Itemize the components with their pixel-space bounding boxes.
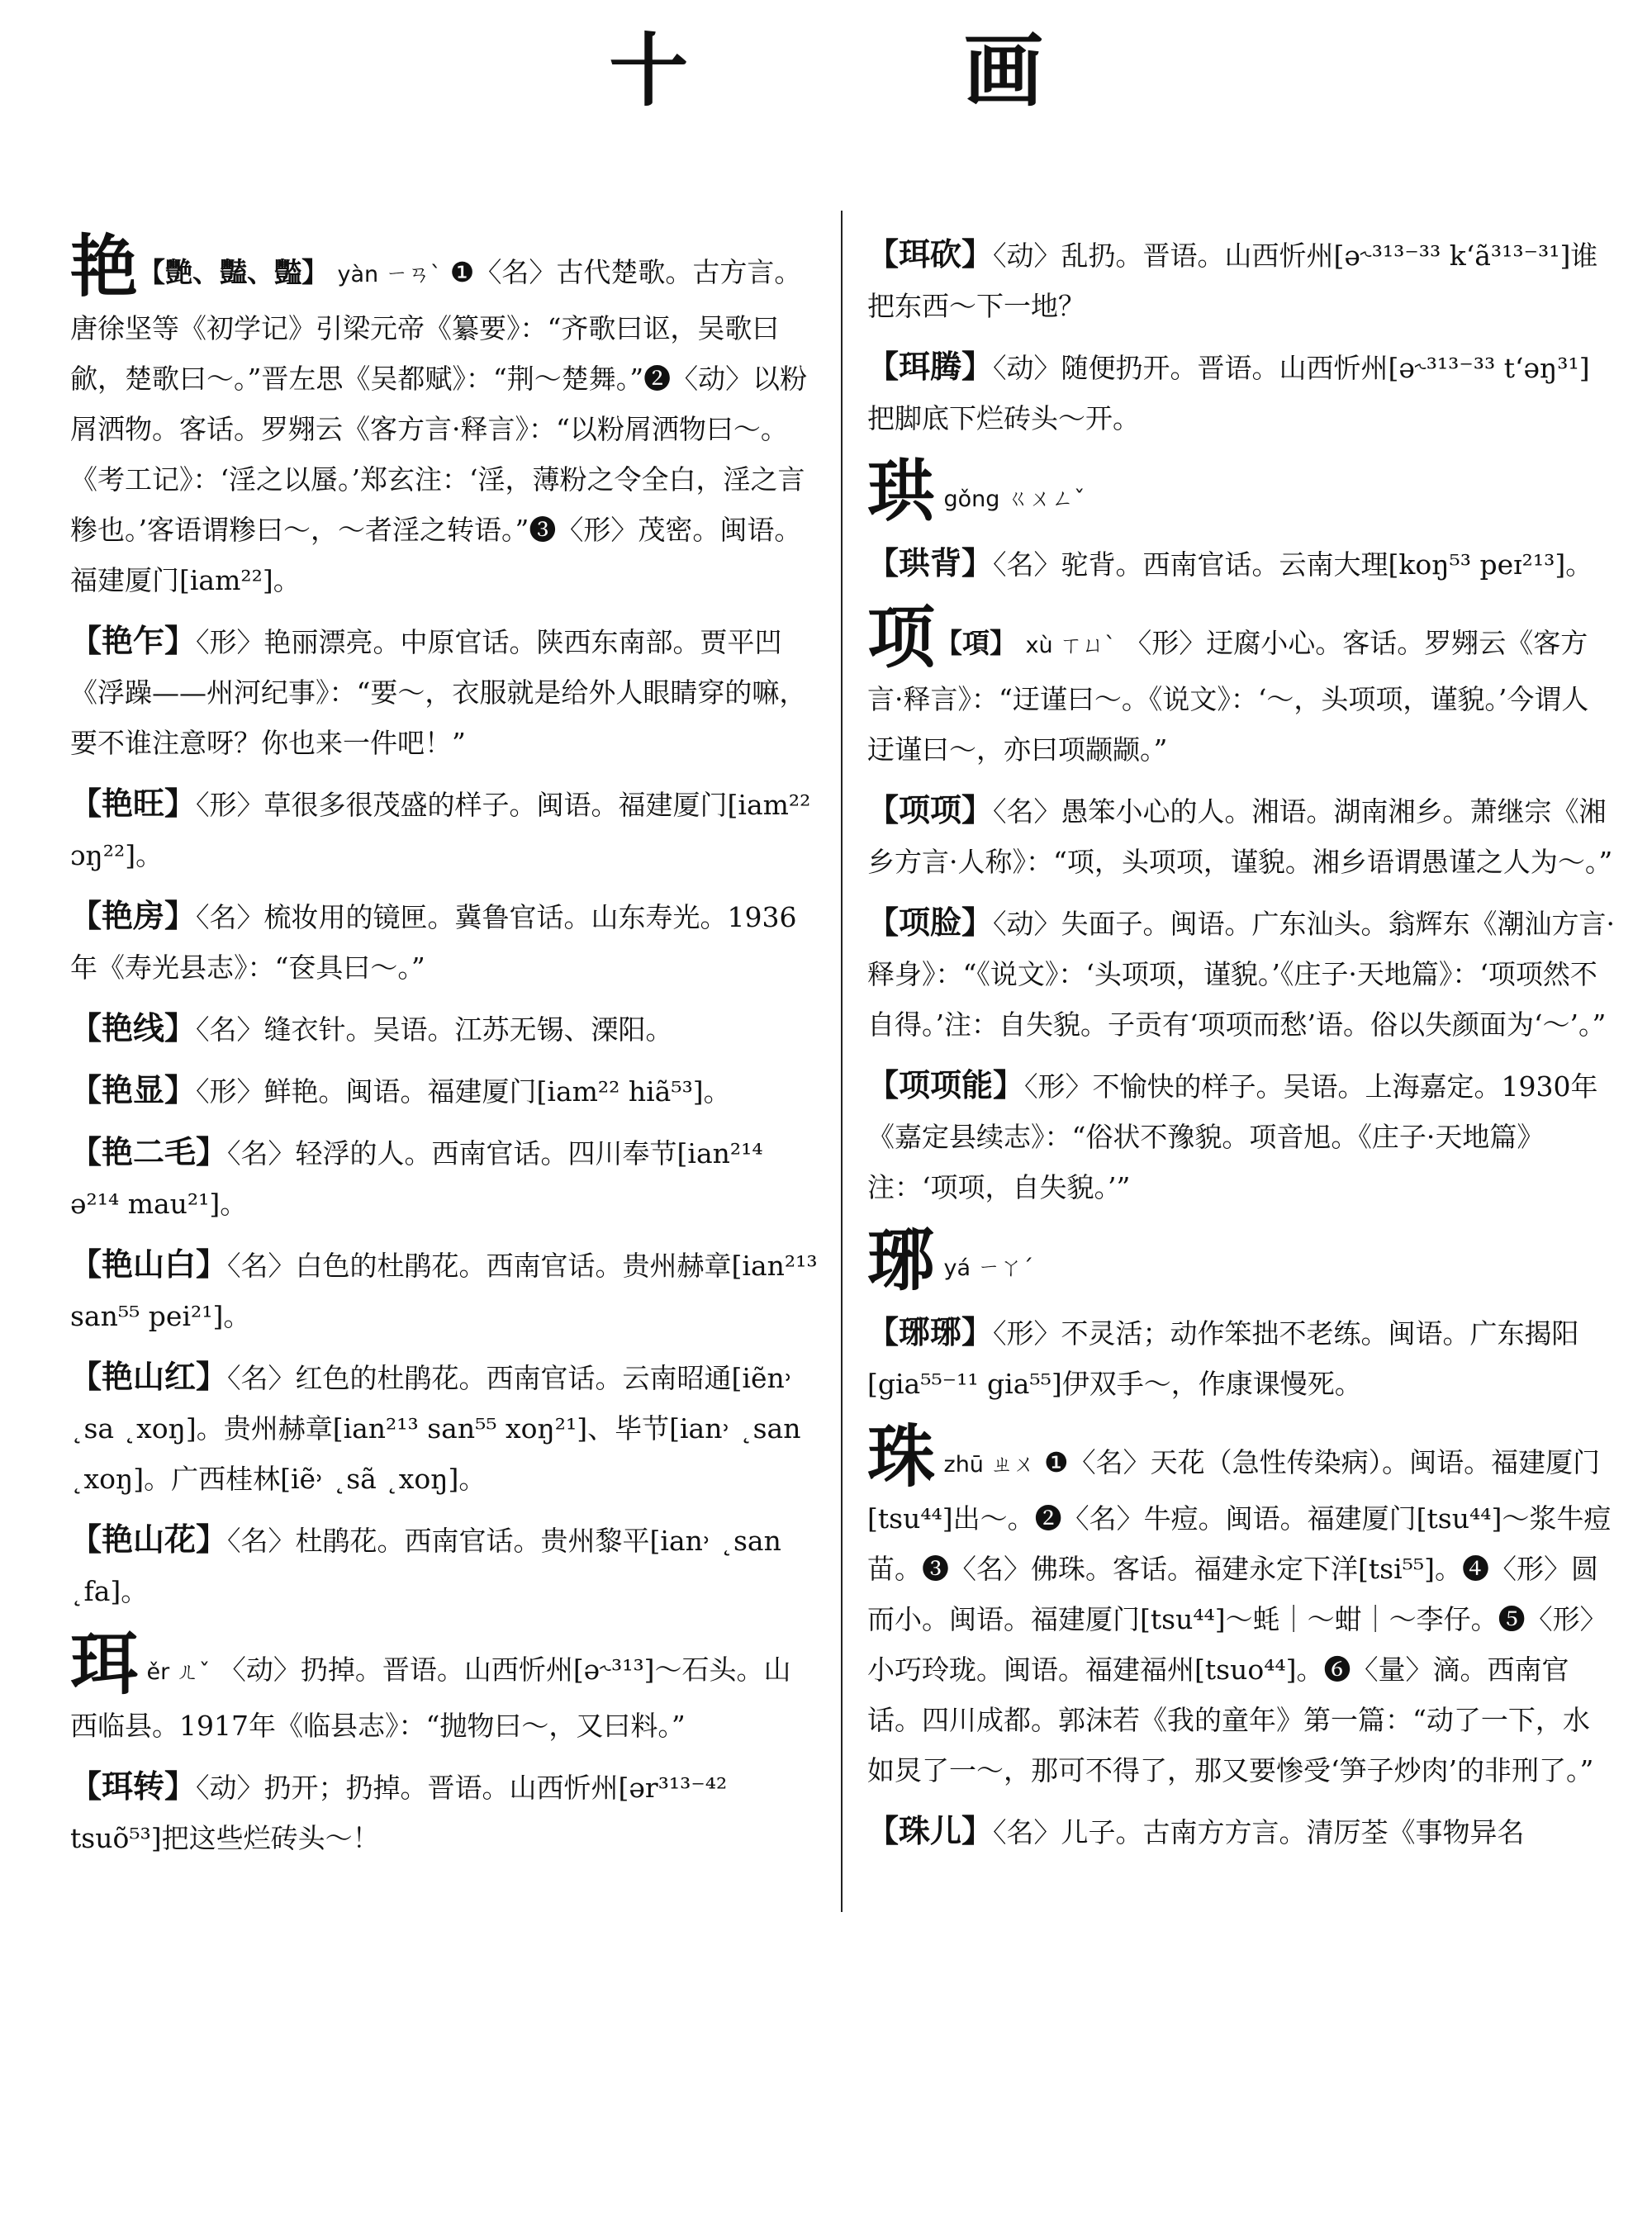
- dictionary-entry: [867, 1060, 1615, 1212]
- left-column: [70, 219, 818, 1863]
- entry-definition: 〈动〉乱扔。晋语。山西忻州[ə˞³¹³⁻³³ k‘ã³¹³⁻³¹]谁把东西～下一地？: [867, 240, 1598, 322]
- headword-entry: [70, 1625, 818, 1751]
- entry-definition: 〈名〉儿子。古南方方言。清厉荃《事物异名: [993, 1816, 1525, 1848]
- entry-definition: 〈形〉草很多很茂盛的样子。闽语。福建厦门[iam²² ɔŋ²²]。: [70, 789, 811, 871]
- dictionary-entry: [867, 785, 1615, 887]
- dictionary-entry: [867, 897, 1615, 1050]
- entry-definition: 〈动〉扔开；扔掉。晋语。山西忻州[ər³¹³⁻⁴² tsuõ⁵³]把这些烂砖头～！: [70, 1772, 728, 1854]
- entry-definition: 〈动〉随便扔开。晋语。山西忻州[ə˞³¹³⁻³³ t‘əŋ³¹]把脚底下烂砖头～开。: [867, 352, 1590, 434]
- headword-entry: [867, 1221, 1615, 1300]
- entry-definition: 〈名〉白色的杜鹃花。西南官话。贵州赫章[ian²¹³ san⁵⁵ pei²¹]。: [70, 1250, 818, 1332]
- headword-char: 珠: [867, 1417, 936, 1497]
- entry-term: 【珥转】: [70, 1767, 197, 1805]
- headword-entry: [867, 598, 1615, 775]
- dictionary-entry: [867, 1307, 1615, 1409]
- dictionary-entry: [867, 229, 1615, 331]
- dictionary-entry: [70, 1351, 818, 1504]
- entry-definition: 〈名〉缝衣针。吴语。江苏无锡、溧阳。: [196, 1013, 673, 1046]
- right-column: [867, 219, 1615, 1858]
- headword-pinyin: yàn ㄧㄢˋ: [337, 262, 442, 287]
- entry-definition: 〈名〉红色的杜鹃花。西南官话。云南昭通[iẽn˒ ˛sa ˛xoŋ]。贵州赫章[ian²¹³ san⁵⁵ xoŋ²¹]、毕节[ian˒ ˛san ˛xoŋ]。广西桂林[iẽ˒ ˛sã ˛xoŋ]。: [70, 1362, 801, 1495]
- dictionary-entry: [867, 538, 1615, 590]
- entry-term: 【珠儿】: [867, 1812, 994, 1849]
- headword-char: 项: [867, 598, 936, 677]
- entry-term: 【艳房】: [70, 897, 197, 934]
- column-divider: [841, 211, 843, 1912]
- entry-term: 【艳乍】: [70, 622, 197, 659]
- entry-term: 【项脸】: [867, 904, 994, 941]
- headword-pinyin: ěr ㄦˇ: [146, 1659, 211, 1685]
- dictionary-entry: [70, 1514, 818, 1616]
- dictionary-entry: [70, 1239, 818, 1341]
- headword-pinyin: xù ㄒㄩˋ: [1025, 633, 1116, 658]
- dictionary-entry: [70, 1761, 818, 1863]
- headword-entry: [70, 227, 818, 605]
- entry-term: 【项项】: [867, 791, 994, 828]
- entry-definition: 〈名〉愚笨小心的人。湘语。湖南湘乡。萧继宗《湘乡方言·人称》：“项，头项项，谨貌。湘乡语谓愚谨之人为～。”: [867, 795, 1613, 878]
- entry-definition: 〈形〉鲜艳。闽语。福建厦门[iam²² hiã⁵³]。: [196, 1075, 731, 1108]
- entry-definition: 〈名〉杜鹃花。西南官话。贵州黎平[ian˒ ˛san ˛fa]。: [70, 1525, 781, 1607]
- dictionary-entry: [867, 1805, 1615, 1858]
- headword-pinyin: zhū ㄓㄨ: [943, 1452, 1036, 1478]
- headword-char: 珥: [70, 1625, 139, 1704]
- entry-term: 【艳显】: [70, 1071, 197, 1108]
- entry-term: 【珙背】: [867, 544, 994, 581]
- entry-definition: 〈形〉迂腐小心。客话。罗翙云《客方言·释言》：“迂谨曰～。《说文》：‘～，头项项，谨貌。’今谓人迂谨曰～，亦曰项颛颛。”: [867, 627, 1589, 766]
- entry-definition: 〈形〉艳丽漂亮。中原官话。陕西东南部。贾平凹《浮躁——州河纪事》：“要～，衣服就是给外人眼睛穿的嘛，要不谁注意呀？你也来一件吧！”: [70, 626, 807, 759]
- page-title: 十 画: [609, 24, 1167, 117]
- entry-definition: 〈名〉梳妆用的镜匣。冀鲁官话。山东寿光。1936年《寿光县志》：“奁具曰～。”: [70, 901, 797, 984]
- dictionary-entry: [70, 890, 818, 993]
- entry-definition: ❶〈名〉古代楚歌。古方言。唐徐坚等《初学记》引梁元帝《纂要》：“齐歌曰讴，吴歌曰歈，楚歌曰～。”晋左思《吴都赋》：“荆～楚舞。”❷〈动〉以粉屑洒物。客话。罗翙云《客方言·释言》：“以粉屑洒物曰～。《考工记》：‘淫之以蜃。’郑玄注：‘淫，薄粉之令全白，淫之言糁也。’客语谓糁曰～，～者淫之转语。”❸〈形〉茂密。闽语。福建厦门[iam²²]。: [70, 256, 808, 596]
- headword-entry: [867, 452, 1615, 531]
- entry-definition: 〈动〉失面子。闽语。广东汕头。翁辉东《潮汕方言·释身》：“《说文》：‘头项项，谨貌。’《庄子·天地篇》：‘项项然不自得。’注：自失貌。子贡有‘项项而愁’语。俗以失颜面为‘～’。”: [867, 908, 1616, 1041]
- entry-definition: ❶〈名〉天花（急性传染病）。闽语。福建厦门[tsu⁴⁴]出～。❷〈名〉牛痘。闽语。福建厦门[tsu⁴⁴]～浆牛痘苗。❸〈名〉佛珠。客话。福建永定下洋[tsi⁵⁵]。❹〈形〉圆而小。闽语。福建厦门[tsu⁴⁴]～蚝｜～蚶｜～李仔。❺〈形〉小巧玲珑。闽语。福建福州[tsuo⁴⁴]。❻〈量〉滴。西南官话。四川成都。郭沫若《我的童年》第一篇：“动了一下，水如炅了一～，那可不得了，那又要惨受‘笋子炒肉’的非刑了。”: [867, 1446, 1612, 1786]
- headword-char: 珙: [867, 452, 936, 531]
- dictionary-entry: [70, 778, 818, 880]
- dictionary-entry: [70, 1065, 818, 1117]
- entry-term: 【艳山白】: [70, 1245, 228, 1283]
- entry-definition: 〈形〉不愉快的样子。吴语。上海嘉定。1930年《嘉定县续志》：“俗状不豫貌。项音旭。《庄子·天地篇》注：‘项项，自失貌。’”: [867, 1070, 1598, 1203]
- headword-char: 琊: [867, 1221, 936, 1300]
- entry-term: 【艳二毛】: [70, 1133, 228, 1170]
- entry-definition: 〈名〉轻浮的人。西南官话。四川奉节[ian²¹⁴ ə²¹⁴ mau²¹]。: [70, 1137, 763, 1220]
- entry-term: 【珥砍】: [867, 235, 994, 273]
- dictionary-entry: [70, 615, 818, 768]
- entry-definition: 〈名〉驼背。西南官话。云南大理[koŋ⁵³ peɪ²¹³]。: [993, 548, 1593, 581]
- entry-term: 【艳旺】: [70, 785, 197, 822]
- entry-term: 【琊琊】: [867, 1313, 994, 1350]
- headword-char: 艳: [70, 227, 139, 306]
- dictionary-entry: [867, 341, 1615, 444]
- entry-term: 【珥腾】: [867, 348, 994, 385]
- entry-term: 【艳线】: [70, 1009, 197, 1046]
- headword-variants: 【艷、豔、豓】: [138, 256, 330, 288]
- entry-term: 【艳山红】: [70, 1358, 228, 1395]
- headword-entry: [867, 1417, 1615, 1796]
- headword-pinyin: yá ㄧㄚˊ: [943, 1255, 1034, 1281]
- entry-definition: 〈动〉扔掉。晋语。山西忻州[ə˞³¹³]～石头。山西临县。1917年《临县志》：“抛物曰～，又曰料。”: [70, 1654, 791, 1742]
- entry-term: 【艳山花】: [70, 1521, 228, 1558]
- entry-definition: 〈形〉不灵活；动作笨拙不老练。闽语。广东揭阳[gia⁵⁵⁻¹¹ gia⁵⁵]伊双手～，作康课慢死。: [867, 1317, 1579, 1400]
- headword-pinyin: gǒng ㄍㄨㄥˇ: [943, 486, 1085, 512]
- headword-variants: 【項】: [935, 627, 1018, 659]
- entry-term: 【项项能】: [867, 1066, 1025, 1103]
- dictionary-entry: [70, 1003, 818, 1055]
- dictionary-entry: [70, 1127, 818, 1229]
